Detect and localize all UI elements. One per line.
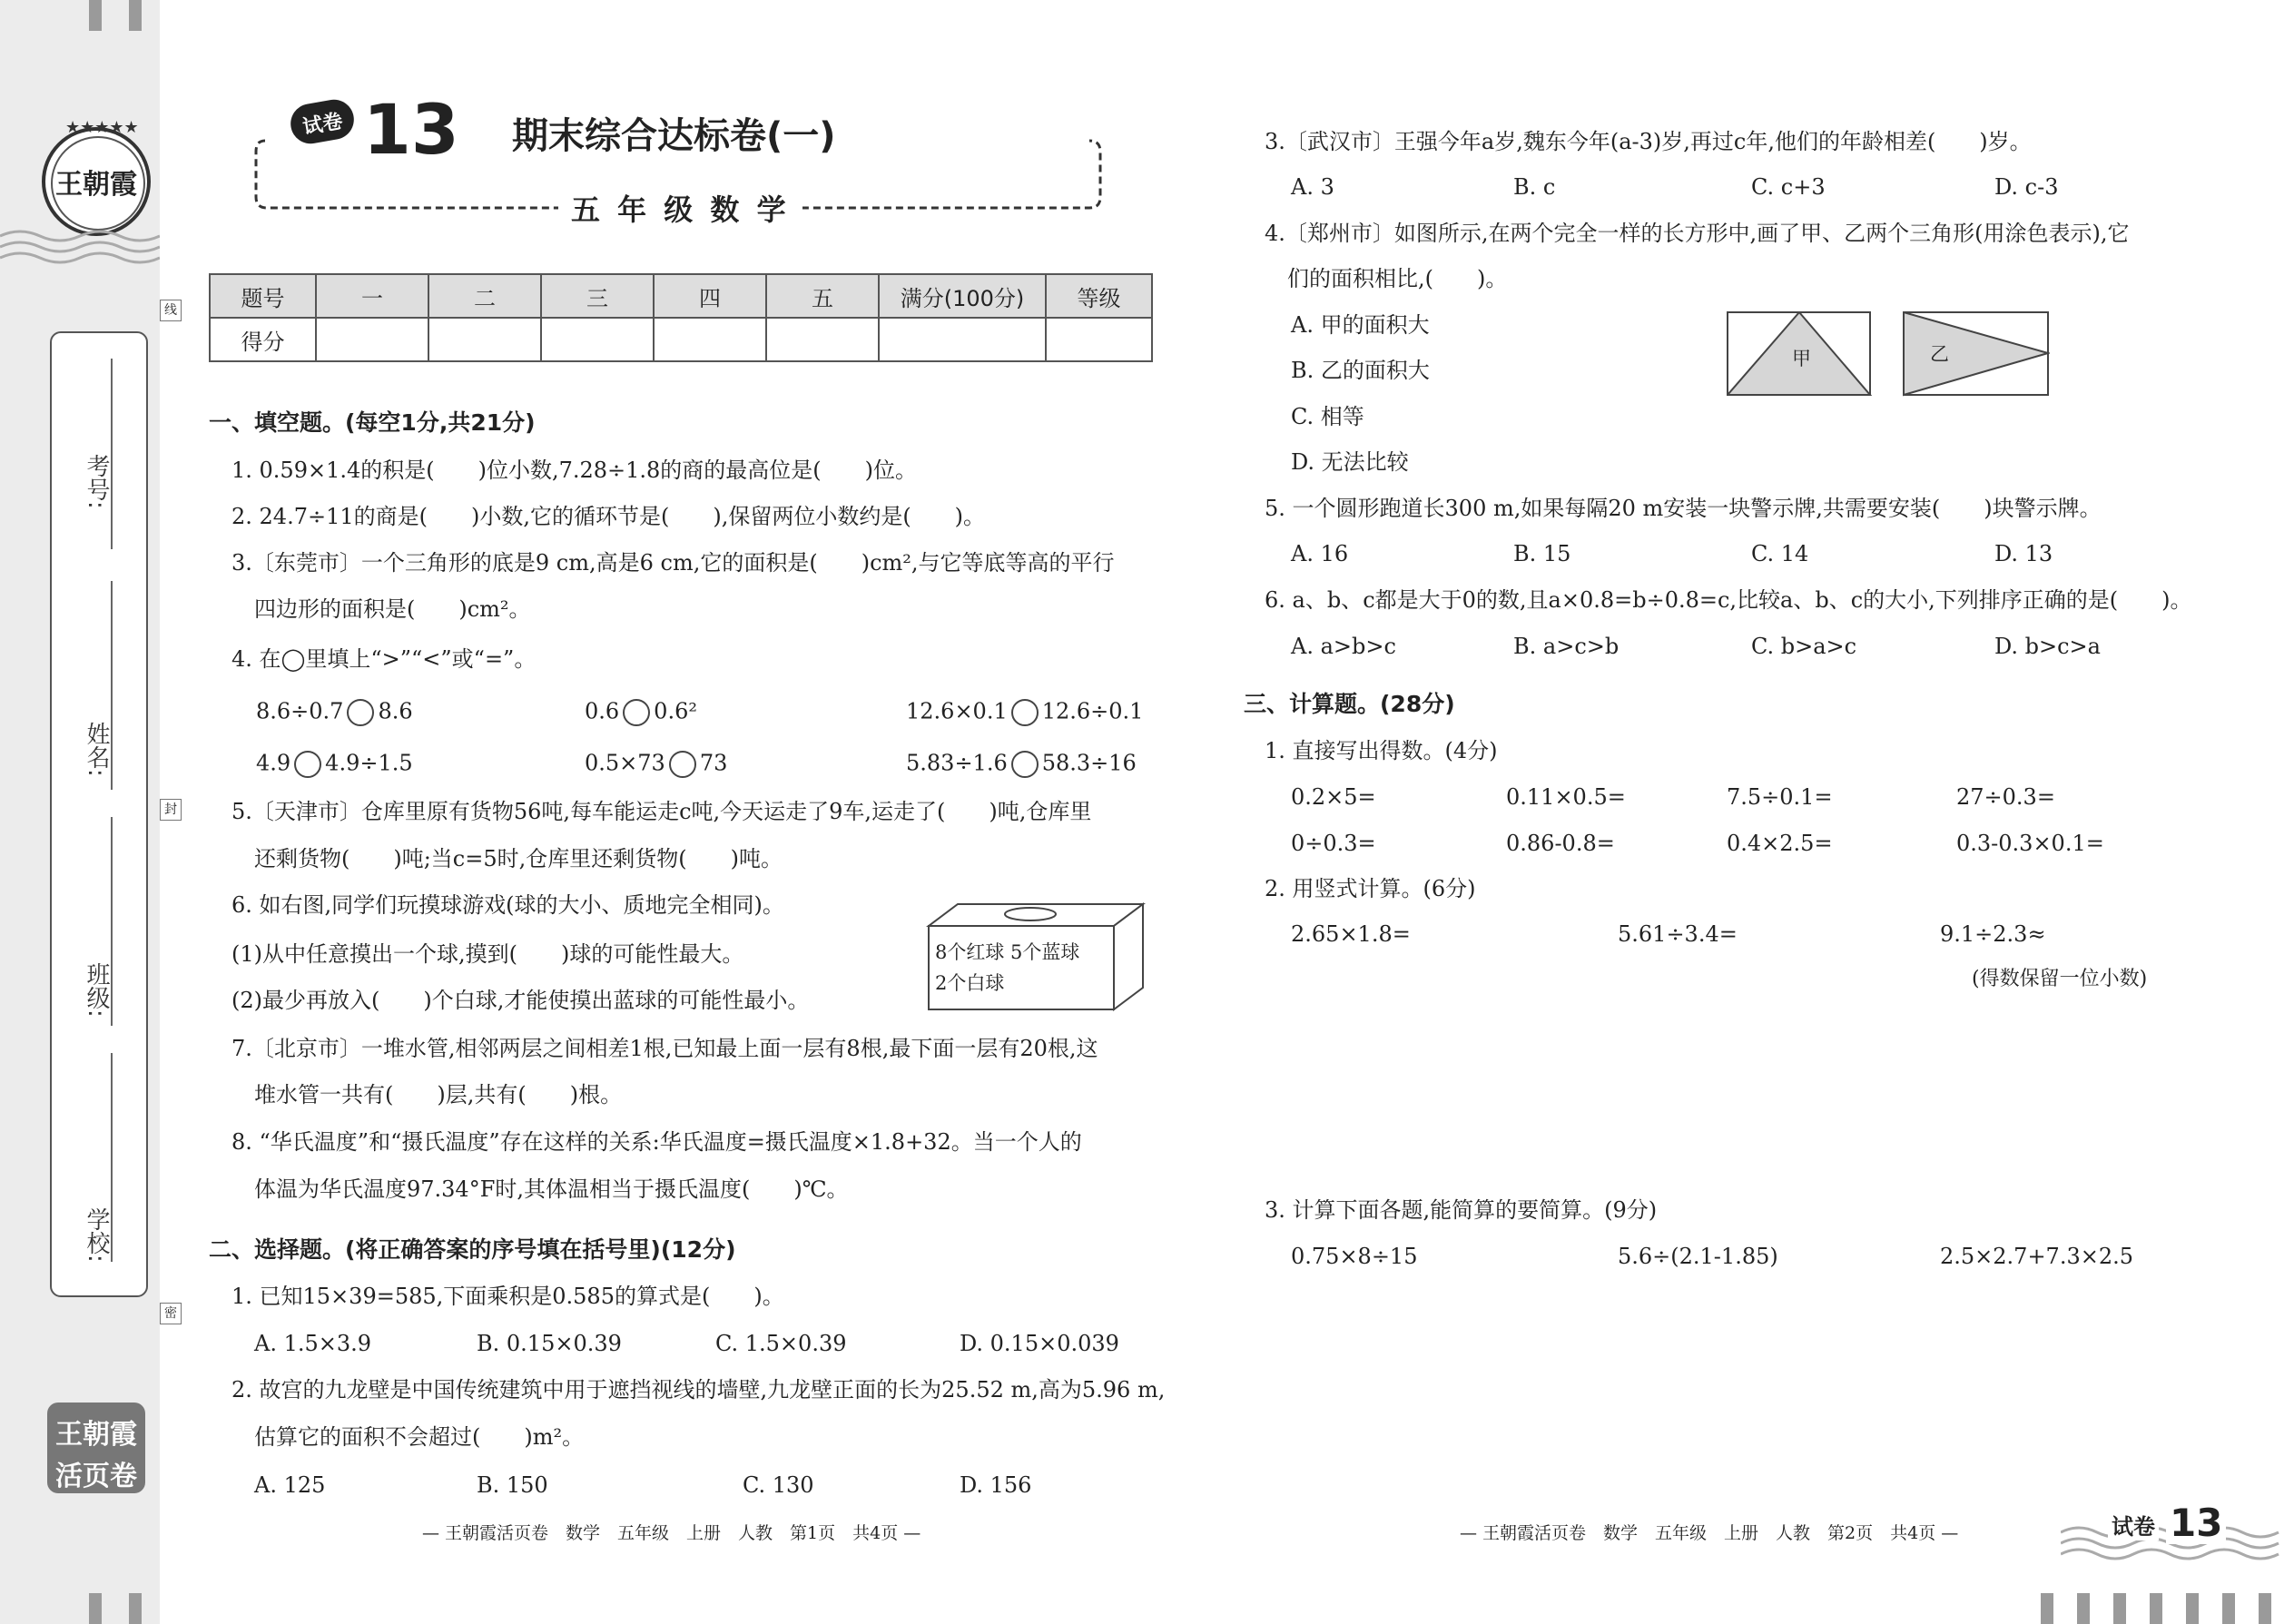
option: D. 0.15×0.039	[960, 1331, 1119, 1356]
option: A. 3	[1291, 174, 1334, 200]
calc-item: 0.11×0.5=	[1506, 784, 1626, 810]
score-header: 四	[654, 274, 766, 318]
question-text: 体温为华氏温度97.34°F时,其体温相当于摄氏温度( )℃。	[254, 1176, 849, 1202]
star-icon: ★★★★★	[65, 118, 139, 137]
question-text: 5. 一个圆形跑道长300 m,如果每隔20 m安装一块警示牌,共需要安装( )块警示牌。	[1265, 496, 2102, 521]
box-label: 2个白球	[935, 972, 1005, 994]
calc-item: 0.2×5=	[1291, 784, 1376, 810]
calc-item: 0.4×2.5=	[1727, 831, 1833, 856]
bottom-mark	[2113, 1593, 2126, 1624]
option: A. 甲的面积大	[1291, 312, 1430, 338]
calc-item: 2.5×2.7+7.3×2.5	[1940, 1244, 2133, 1269]
question-text: 1. 已知15×39=585,下面乘积是0.585的算式是( )。	[231, 1284, 784, 1309]
question-text: 估算它的面积不会超过( )m²。	[254, 1424, 585, 1450]
calc-item: 0.86-0.8=	[1506, 831, 1615, 856]
box-label: 8个红球 5个蓝球	[935, 941, 1080, 963]
calc-item: 9.1÷2.3≈	[1940, 921, 2046, 947]
question-text: (2)最少再放入( )个白球,才能使摸出蓝球的可能性最小。	[231, 988, 810, 1013]
score-cell[interactable]	[654, 318, 766, 361]
brand-top: 王朝霞	[55, 1419, 137, 1451]
bottom-mark	[2222, 1593, 2235, 1624]
score-cell[interactable]	[766, 318, 879, 361]
score-cell[interactable]	[428, 318, 541, 361]
score-cell[interactable]	[1046, 318, 1152, 361]
compare-circle[interactable]	[294, 751, 321, 778]
field-banji-label: 班级:	[83, 962, 110, 1018]
score-cell[interactable]	[541, 318, 654, 361]
bottom-mark	[2259, 1593, 2271, 1624]
triangle-yi-figure	[1903, 311, 2050, 397]
question-text: 还剩货物( )吨;当c=5时,仓库里还剩货物( )吨。	[254, 846, 783, 871]
calc-item: 0÷0.3=	[1291, 831, 1376, 856]
question-text: 2. 故宫的九龙壁是中国传统建筑中用于遮挡视线的墙壁,九龙壁正面的长为25.52 m,高为5.96 m,	[231, 1377, 1166, 1403]
field-xingming-label: 姓名:	[83, 722, 110, 777]
question-text: 2. 24.7÷11的商是( )小数,它的循环节是( ),保留两位小数约是( )。	[231, 504, 986, 529]
option: A. a>b>c	[1291, 634, 1396, 659]
option: C. 相等	[1291, 404, 1364, 429]
score-row-label: 得分	[210, 318, 316, 361]
calc-item: 5.61÷3.4=	[1618, 921, 1738, 947]
tag-feng: 封	[160, 799, 182, 821]
option: B. 乙的面积大	[1291, 358, 1430, 383]
paper-label: 试卷	[300, 110, 345, 140]
brand-badge	[47, 1403, 145, 1493]
question-text: 2. 用竖式计算。(6分)	[1265, 876, 1476, 901]
logo-text: 王朝霞	[55, 169, 137, 201]
question-text: 4.〔郑州市〕如图所示,在两个完全一样的长方形中,画了甲、乙两个三角形(用涂色表示),它	[1265, 221, 2130, 246]
page-footer: — 王朝霞活页卷 数学 五年级 上册 人教 第2页 共4页 —	[1460, 1523, 1959, 1543]
calc-note: (得数保留一位小数)	[1972, 968, 2148, 990]
bottom-mark	[129, 1593, 142, 1624]
option: C. 14	[1751, 541, 1809, 566]
paper-number: 13	[363, 89, 459, 170]
bottom-mark	[2041, 1593, 2053, 1624]
question-text: 们的面积相比,( )。	[1287, 266, 1508, 291]
page-footer: — 王朝霞活页卷 数学 五年级 上册 人教 第1页 共4页 —	[422, 1523, 921, 1543]
option: D. 156	[960, 1472, 1032, 1498]
question-text: 4. 在◯里填上“>”“<”或“=”。	[231, 646, 537, 672]
question-text: 四边形的面积是( )cm²。	[254, 596, 531, 622]
score-cell[interactable]	[316, 318, 428, 361]
calc-item: 0.75×8÷15	[1291, 1244, 1418, 1269]
option: D. 13	[1994, 541, 2053, 566]
compare-circle[interactable]	[669, 751, 696, 778]
logo-seal	[42, 118, 151, 236]
score-header: 五	[766, 274, 879, 318]
score-header: 三	[541, 274, 654, 318]
bottom-mark	[89, 1593, 102, 1624]
compare-circle[interactable]	[623, 699, 650, 726]
option: A. 125	[254, 1472, 326, 1498]
score-cell[interactable]	[879, 318, 1046, 361]
option: B. a>c>b	[1513, 634, 1620, 659]
question-text: 6. 如右图,同学们玩摸球游戏(球的大小、质地完全相同)。	[231, 892, 784, 918]
bottom-mark	[2077, 1593, 2090, 1624]
top-mark	[129, 0, 142, 31]
option: D. 无法比较	[1291, 449, 1409, 475]
question-text: 1. 0.59×1.4的积是( )位小数,7.28÷1.8的商的最高位是( )位。	[231, 458, 918, 483]
score-header: 题号	[210, 274, 316, 318]
question-text: 1. 直接写出得数。(4分)	[1265, 738, 1498, 763]
compare-circle[interactable]	[1011, 751, 1039, 778]
top-mark	[89, 0, 102, 31]
compare-item: 4.9 4.9÷1.5	[256, 751, 413, 778]
calc-item: 27÷0.3=	[1956, 784, 2055, 810]
question-text: (1)从中任意摸出一个球,摸到( )球的可能性最大。	[231, 941, 744, 967]
bottom-mark	[2186, 1593, 2199, 1624]
calc-item: 2.65×1.8=	[1291, 921, 1411, 947]
page-title: 期末综合达标卷(一)	[501, 118, 847, 154]
brand-bottom: 活页卷	[55, 1461, 137, 1492]
tag-xian: 线	[160, 300, 182, 321]
question-text: 3.〔东莞市〕一个三角形的底是9 cm,高是6 cm,它的面积是( )cm²,与它等底等高的平行	[231, 550, 1115, 576]
field-banji-line[interactable]	[111, 817, 113, 1026]
field-kaohao-line[interactable]	[111, 359, 113, 549]
page-tag-number: 13	[2166, 1502, 2226, 1544]
option: B. 15	[1513, 541, 1571, 566]
option: D. b>c>a	[1994, 634, 2101, 659]
option: B. 150	[477, 1472, 548, 1498]
compare-item: 0.5×73 73	[585, 751, 727, 778]
compare-circle[interactable]	[347, 699, 374, 726]
compare-circle[interactable]	[1011, 699, 1039, 726]
option: C. c+3	[1751, 174, 1826, 200]
question-text: 6. a、b、c都是大于0的数,且a×0.8=b÷0.8=c,比较a、b、c的大小,下列排序正确的是( )。	[1265, 587, 2192, 613]
field-xingming-line[interactable]	[111, 581, 113, 790]
compare-item: 12.6×0.1 12.6÷0.1	[906, 699, 1143, 726]
option: B. c	[1513, 174, 1556, 200]
field-xuexiao-line[interactable]	[111, 1053, 113, 1262]
question-text: 3.〔武汉市〕王强今年a岁,魏东今年(a-3)岁,再过c年,他们的年龄相差( )岁。	[1265, 129, 2032, 154]
section-title: 一、填空题。(每空1分,共21分)	[209, 409, 536, 436]
question-text: 堆水管一共有( )层,共有( )根。	[254, 1082, 623, 1107]
score-header: 满分(100分)	[879, 274, 1046, 318]
field-xuexiao-label: 学校:	[83, 1207, 110, 1263]
option: A. 16	[1291, 541, 1349, 566]
triangle-label: 乙	[1930, 343, 1949, 365]
compare-item: 0.6 0.6²	[585, 699, 697, 726]
question-text: 3. 计算下面各题,能简算的要简算。(9分)	[1265, 1197, 1658, 1223]
score-table	[209, 273, 1153, 362]
option: A. 1.5×3.9	[254, 1331, 372, 1356]
field-kaohao-label: 考号:	[83, 454, 110, 509]
section-title: 三、计算题。(28分)	[1244, 691, 1455, 717]
page-subtitle: 五 年 级 数 学	[558, 195, 802, 224]
compare-item: 5.83÷1.6 58.3÷16	[906, 751, 1137, 778]
triangle-label: 甲	[1792, 348, 1811, 369]
option: C. 130	[743, 1472, 814, 1498]
question-text: 7.〔北京市〕一堆水管,相邻两层之间相差1根,已知最上面一层有8根,最下面一层有20根,这	[231, 1036, 1098, 1061]
tag-mi: 密	[160, 1303, 182, 1324]
question-text: 8. “华氏温度”和“摄氏温度”存在这样的关系:华氏温度=摄氏温度×1.8+32。当一个人的	[231, 1129, 1082, 1155]
option: C. b>a>c	[1751, 634, 1857, 659]
compare-item: 8.6÷0.7 8.6	[256, 699, 413, 726]
score-header: 一	[316, 274, 428, 318]
section-title: 二、选择题。(将正确答案的序号填在括号里)(12分)	[209, 1236, 736, 1263]
question-text: 5.〔天津市〕仓库里原有货物56吨,每车能运走c吨,今天运走了9车,运走了( )吨,仓库里	[231, 799, 1092, 824]
option: C. 1.5×0.39	[715, 1331, 847, 1356]
wave-decoration	[0, 227, 160, 272]
option: D. c-3	[1994, 174, 2059, 200]
calc-item: 7.5÷0.1=	[1727, 784, 1833, 810]
page-tag-label: 试卷	[2108, 1514, 2159, 1540]
calc-item: 0.3-0.3×0.1=	[1956, 831, 2104, 856]
score-header: 等级	[1046, 274, 1152, 318]
option: B. 0.15×0.39	[477, 1331, 622, 1356]
calc-item: 5.6÷(2.1-1.85)	[1618, 1244, 1778, 1269]
score-header: 二	[428, 274, 541, 318]
bottom-mark	[2150, 1593, 2162, 1624]
